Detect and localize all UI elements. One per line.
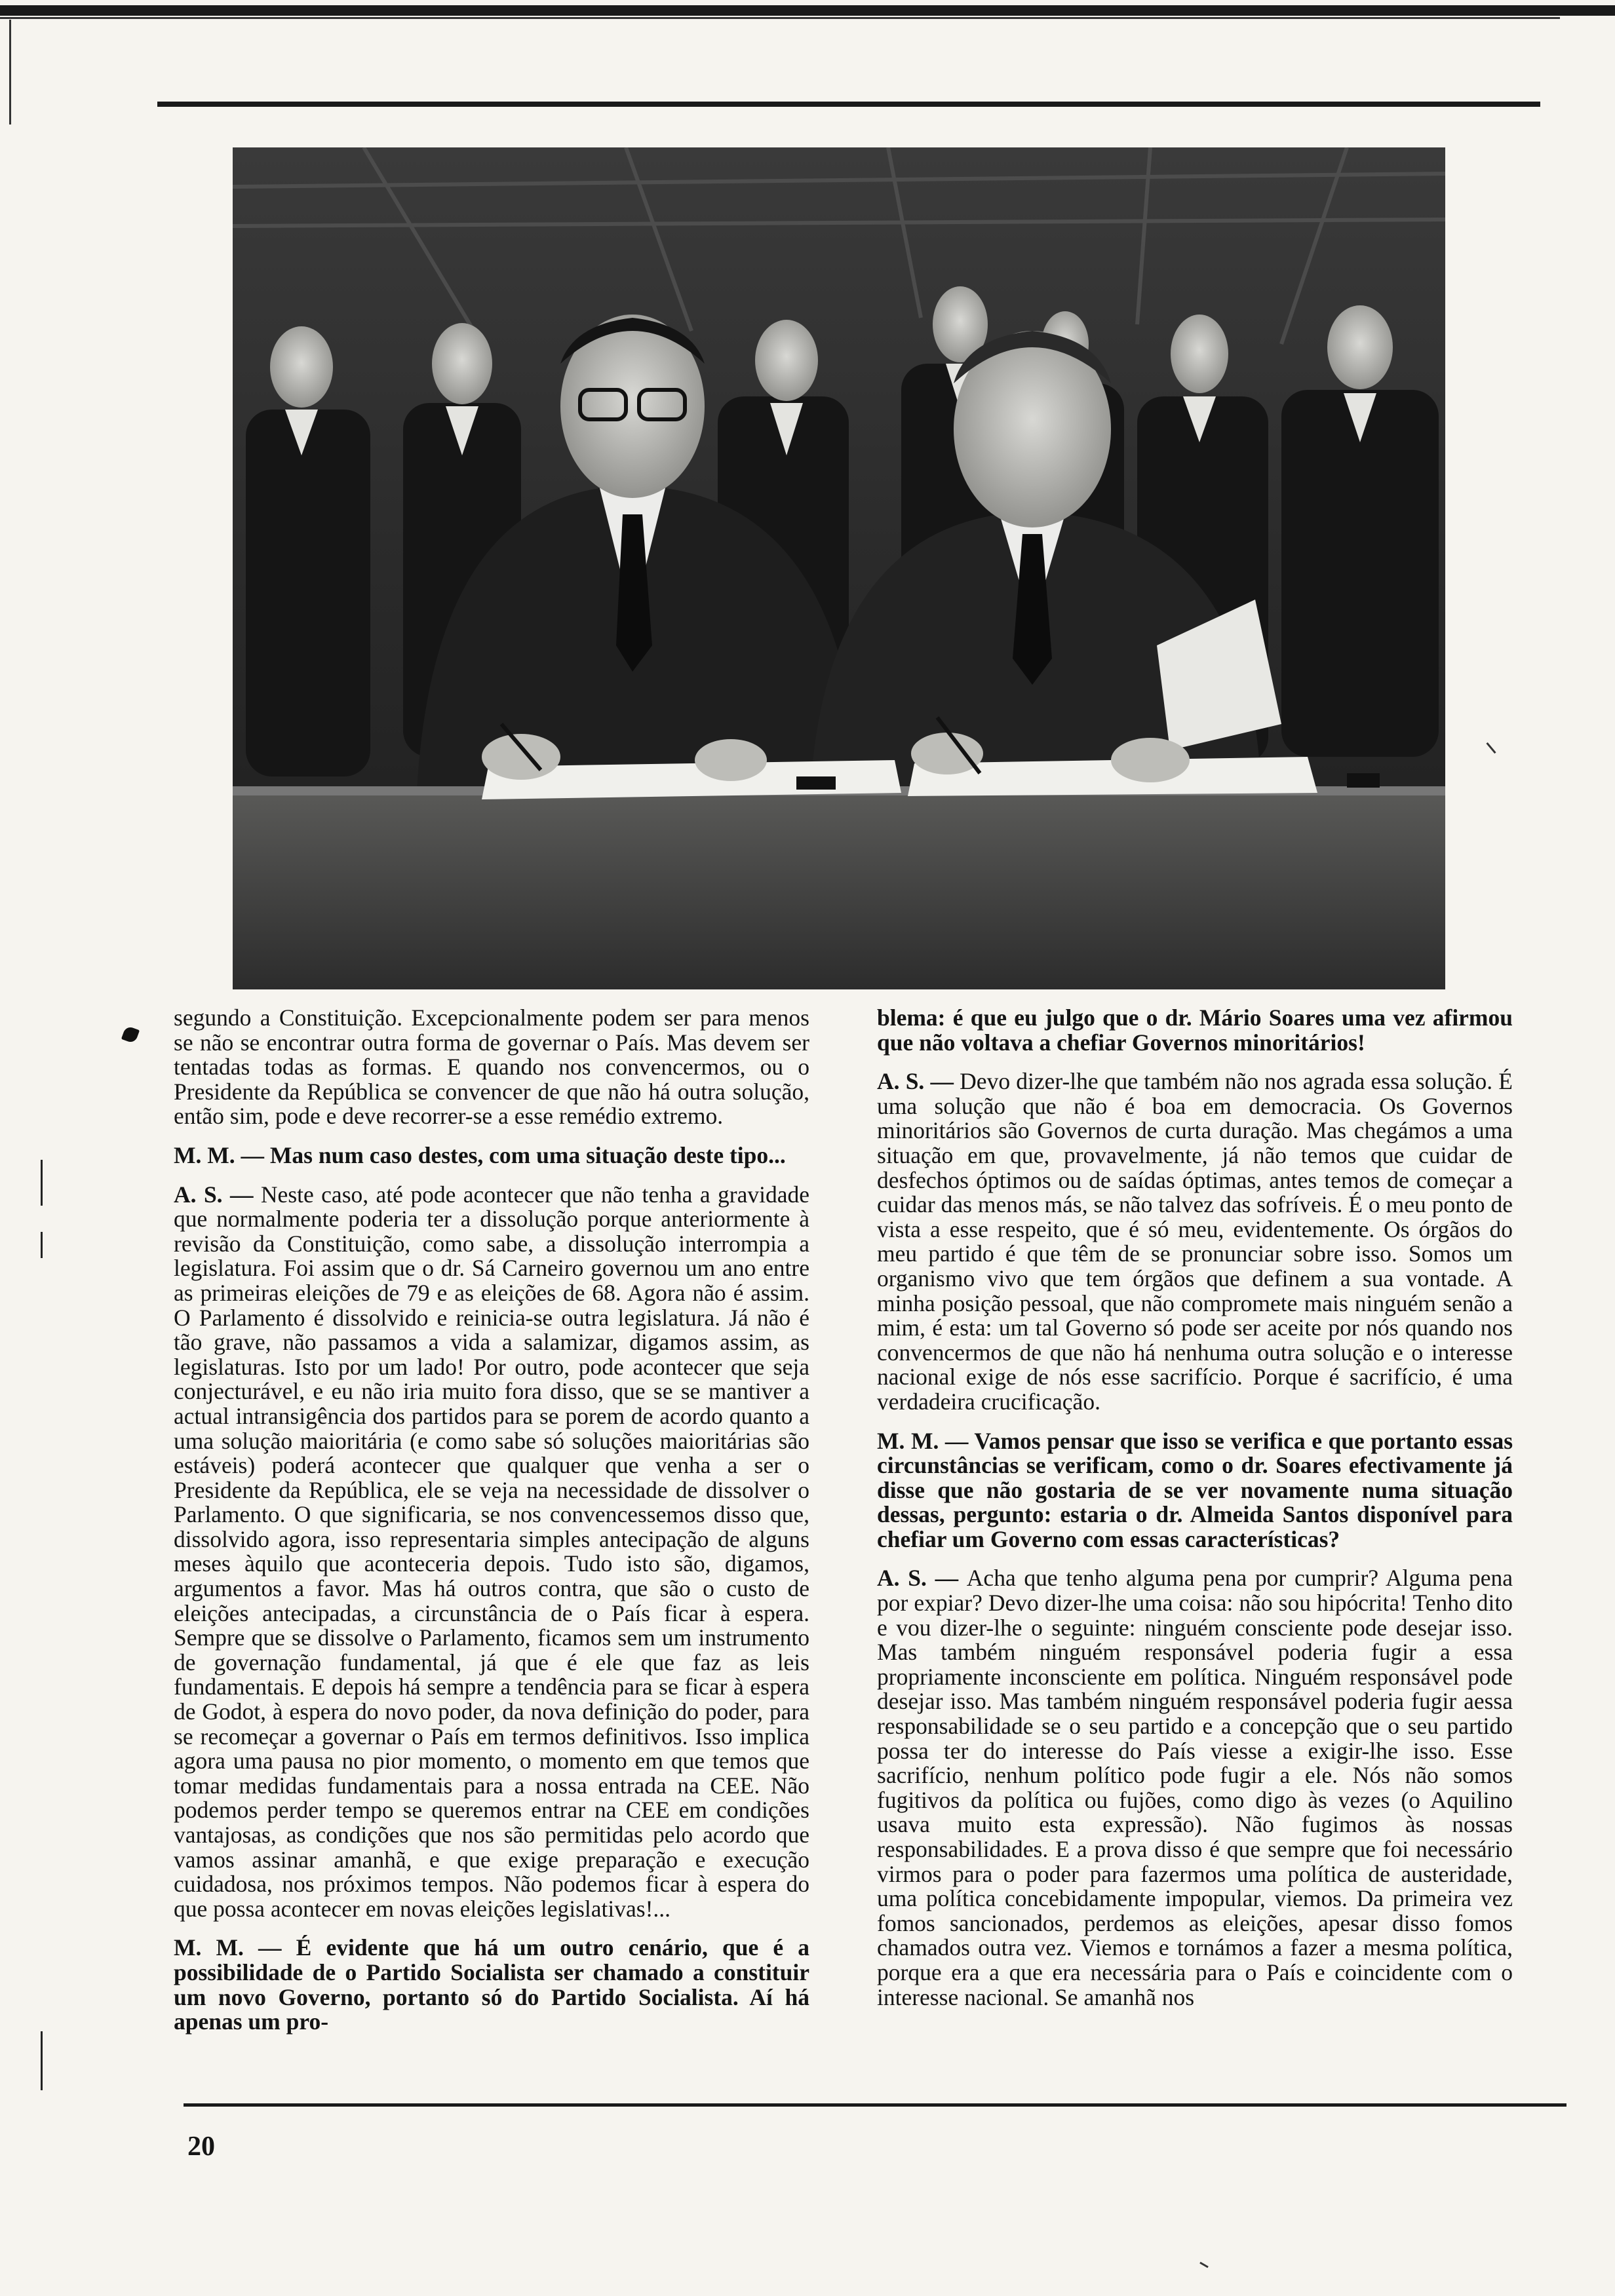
question-paragraph: M. M. — Mas num caso destes, com uma situação deste tipo... xyxy=(174,1141,786,1168)
top-border-rule xyxy=(0,5,1615,16)
margin-mark xyxy=(41,2031,43,2090)
paragraph: segundo a Constituição. Excepcionalmente podem ser para menos se não se encontrar outra forma de governar o País. Mas devem ser tentadas todas as formas. E quando nos convencermos, ou o Presidente da República se convencer de que não há outra solução, então sim, pode e deve recorrer-se a esse remédio extremo. xyxy=(174,1004,809,1130)
top-border-thin-rule xyxy=(0,17,1560,19)
article-column-left xyxy=(174,1006,809,2049)
header-rule xyxy=(157,102,1540,107)
speaker-label: M. M. — xyxy=(877,1427,975,1454)
print-speck xyxy=(1199,2262,1209,2268)
bullet-mark xyxy=(121,1025,140,1044)
page-number: 20 xyxy=(187,2132,215,2162)
signing-photo xyxy=(233,147,1445,989)
answer-paragraph: A. S. — Neste caso, até pode acontecer que não tenha a gravidade que normalmente poderia ter a dissolução porque anteriormente à revisão da Constituição, como sabe, a dissolução interrompia a legislatura. Foi assim que o dr. Sá Carneiro governou um ano entre as primeiras eleições de 79 e as eleições de 68. Agora não é assim. O Parlamento é dissolvido e reinicia-se outra legislatura. Já não é tão grave, não passamos a vida a salamizar, digamos assim, as legislaturas. Isto por um lado! Por outro, pode acontecer que seja conjecturável, e eu não iria muito fora disso, que se se mantiver a actual intransigência dos partidos para se porem de acordo quanto a uma solução maioritária (e como sabe só soluções maioritárias são estáveis) poderá acontecer que qualquer que venha a ser o Presidente da República, ele se veja na necessidade de dissolver o Parlamento. O que significaria, se nos convencessemos disso que, dissolvido agora, isso representaria simples antecipação de alguns meses àquilo que aconteceria depois. Tudo isto são, digamos, argumentos a favor. Mas há outros contra, que são o custo de eleições antecipadas, a circunstância de o País ficar à espera. Sempre que se dissolve o Parlamento, ficamos sem um instrumento de governação fundamental, já que é ele que faz as leis fundamentais. E depois há sempre a tendência para se ficar à espera de Godot, à espera do novo poder, da nova definição do poder, para se recomeçar a governar o País em termos definitivos. Isso implica agora uma pausa no pior momento, o momento em que temos que tomar medidas fundamentais para a nossa entrada na CEE. Não podemos perder tempo se queremos entrar na CEE em condições vantajosas, as condições que nos são permitidas pelo acordo que vamos assinar amanhã, e que exige preparação e execução cuidadosa, nos próximos tempos. Não podemos ficar à espera do que possa acontecer em novas eleições legislativas!... xyxy=(174,1181,809,1922)
footer-rule xyxy=(184,2103,1566,2107)
question-paragraph: blema: é que eu julgo que o dr. Mário Soares uma vez afirmou que não voltava a chefiar Governos minoritários! xyxy=(877,1004,1513,1056)
left-margin-mark xyxy=(9,20,11,124)
signing-photo-illustration xyxy=(233,147,1445,989)
question-paragraph: M. M. — É evidente que há um outro cenário, que é a possibilidade de o Partido Socialista ser chamado a constituir um novo Governo, portanto só do Partido Socialista. Aí há apenas um pro- xyxy=(174,1934,809,2035)
answer-paragraph: A. S. — Acha que tenho alguma pena por cumprir? Alguma pena por expiar? Devo dizer-lhe uma coisa: não sou hipócrita! Tenho dito e vou dizer-lhe o seguinte: ninguém consciente pode desejar isso. Mas também ninguém responsável poderia fugir a essa propriamente inconsciente em política. Ninguém responsável pode desejar isso. Mas também ninguém responsável poderia fugir aessa responsabilidade se o seu partido e a concepção que o seu partido possa ter do interesse do País viesse a exigir-lhe isso. Esse sacrifício, nenhum político pode fugir a ele. Nós não somos fugitivos da política ou fujões, como digo às vezes (o Aquilino usava muito esta expressão). Não fugimos às nossas responsabilidades. E a prova disso é que sempre que foi necessário virmos para o poder para fazermos uma política de austeridade, uma política concebidamente impopular, viemos. Da primeira vez fomos sancionados, perdemos as eleições, apesar disso fomos chamados outra vez. Viemos e tornámos a fazer a mesma política, porque era a que era necessária para o País e coincidente com o interesse nacional. Se amanhã nos xyxy=(877,1565,1513,2010)
speaker-label: M. M. — xyxy=(174,1934,296,1961)
answer-paragraph: A. S. — Devo dizer-lhe que também não nos agrada essa solução. É uma solução que não é boa em democracia. Os Governos minoritários são Governos de curta duração. Mas chegámos a uma situação em que, provavelmente, já não temos que cuidar de desfechos óptimos ou de saídas óptimas, antes temos de começar a cuidar das menos más, se não talvez das sofríveis. É o meu ponto de vista a esse respeito, que é só meu, evidentemente. Os órgãos do meu partido é que têm de se pronunciar sobre isso. Somos um organismo vivo que tem órgãos que definem a sua vontade. A minha posição pessoal, que não compromete mais ninguém senão a mim, é esta: um tal Governo só pode ser aceite por nós quando nos convencermos de que não há nenhuma outra solução e o interesse nacional exige de nós esse sacrifício. Porque é sacrifício, é uma verdadeira crucificação. xyxy=(877,1068,1513,1415)
margin-mark xyxy=(41,1232,43,1258)
question-paragraph: M. M. — Vamos pensar que isso se verifica e que portanto essas circunstâncias se verificam, como o dr. Soares efectivamente já disse que não gostaria de se ver novamente numa situação dessas, pergunto: estaria o dr. Almeida Santos disponível para chefiar um Governo com essas características? xyxy=(877,1427,1513,1552)
speaker-label: A. S. — xyxy=(174,1181,261,1208)
speaker-label: M. M. — xyxy=(174,1141,270,1168)
margin-mark xyxy=(41,1160,43,1206)
speaker-label: A. S. — xyxy=(877,1068,960,1095)
article-column-right xyxy=(877,1006,1513,2024)
speaker-label: A. S. — xyxy=(877,1565,967,1592)
print-speck xyxy=(1486,742,1496,754)
